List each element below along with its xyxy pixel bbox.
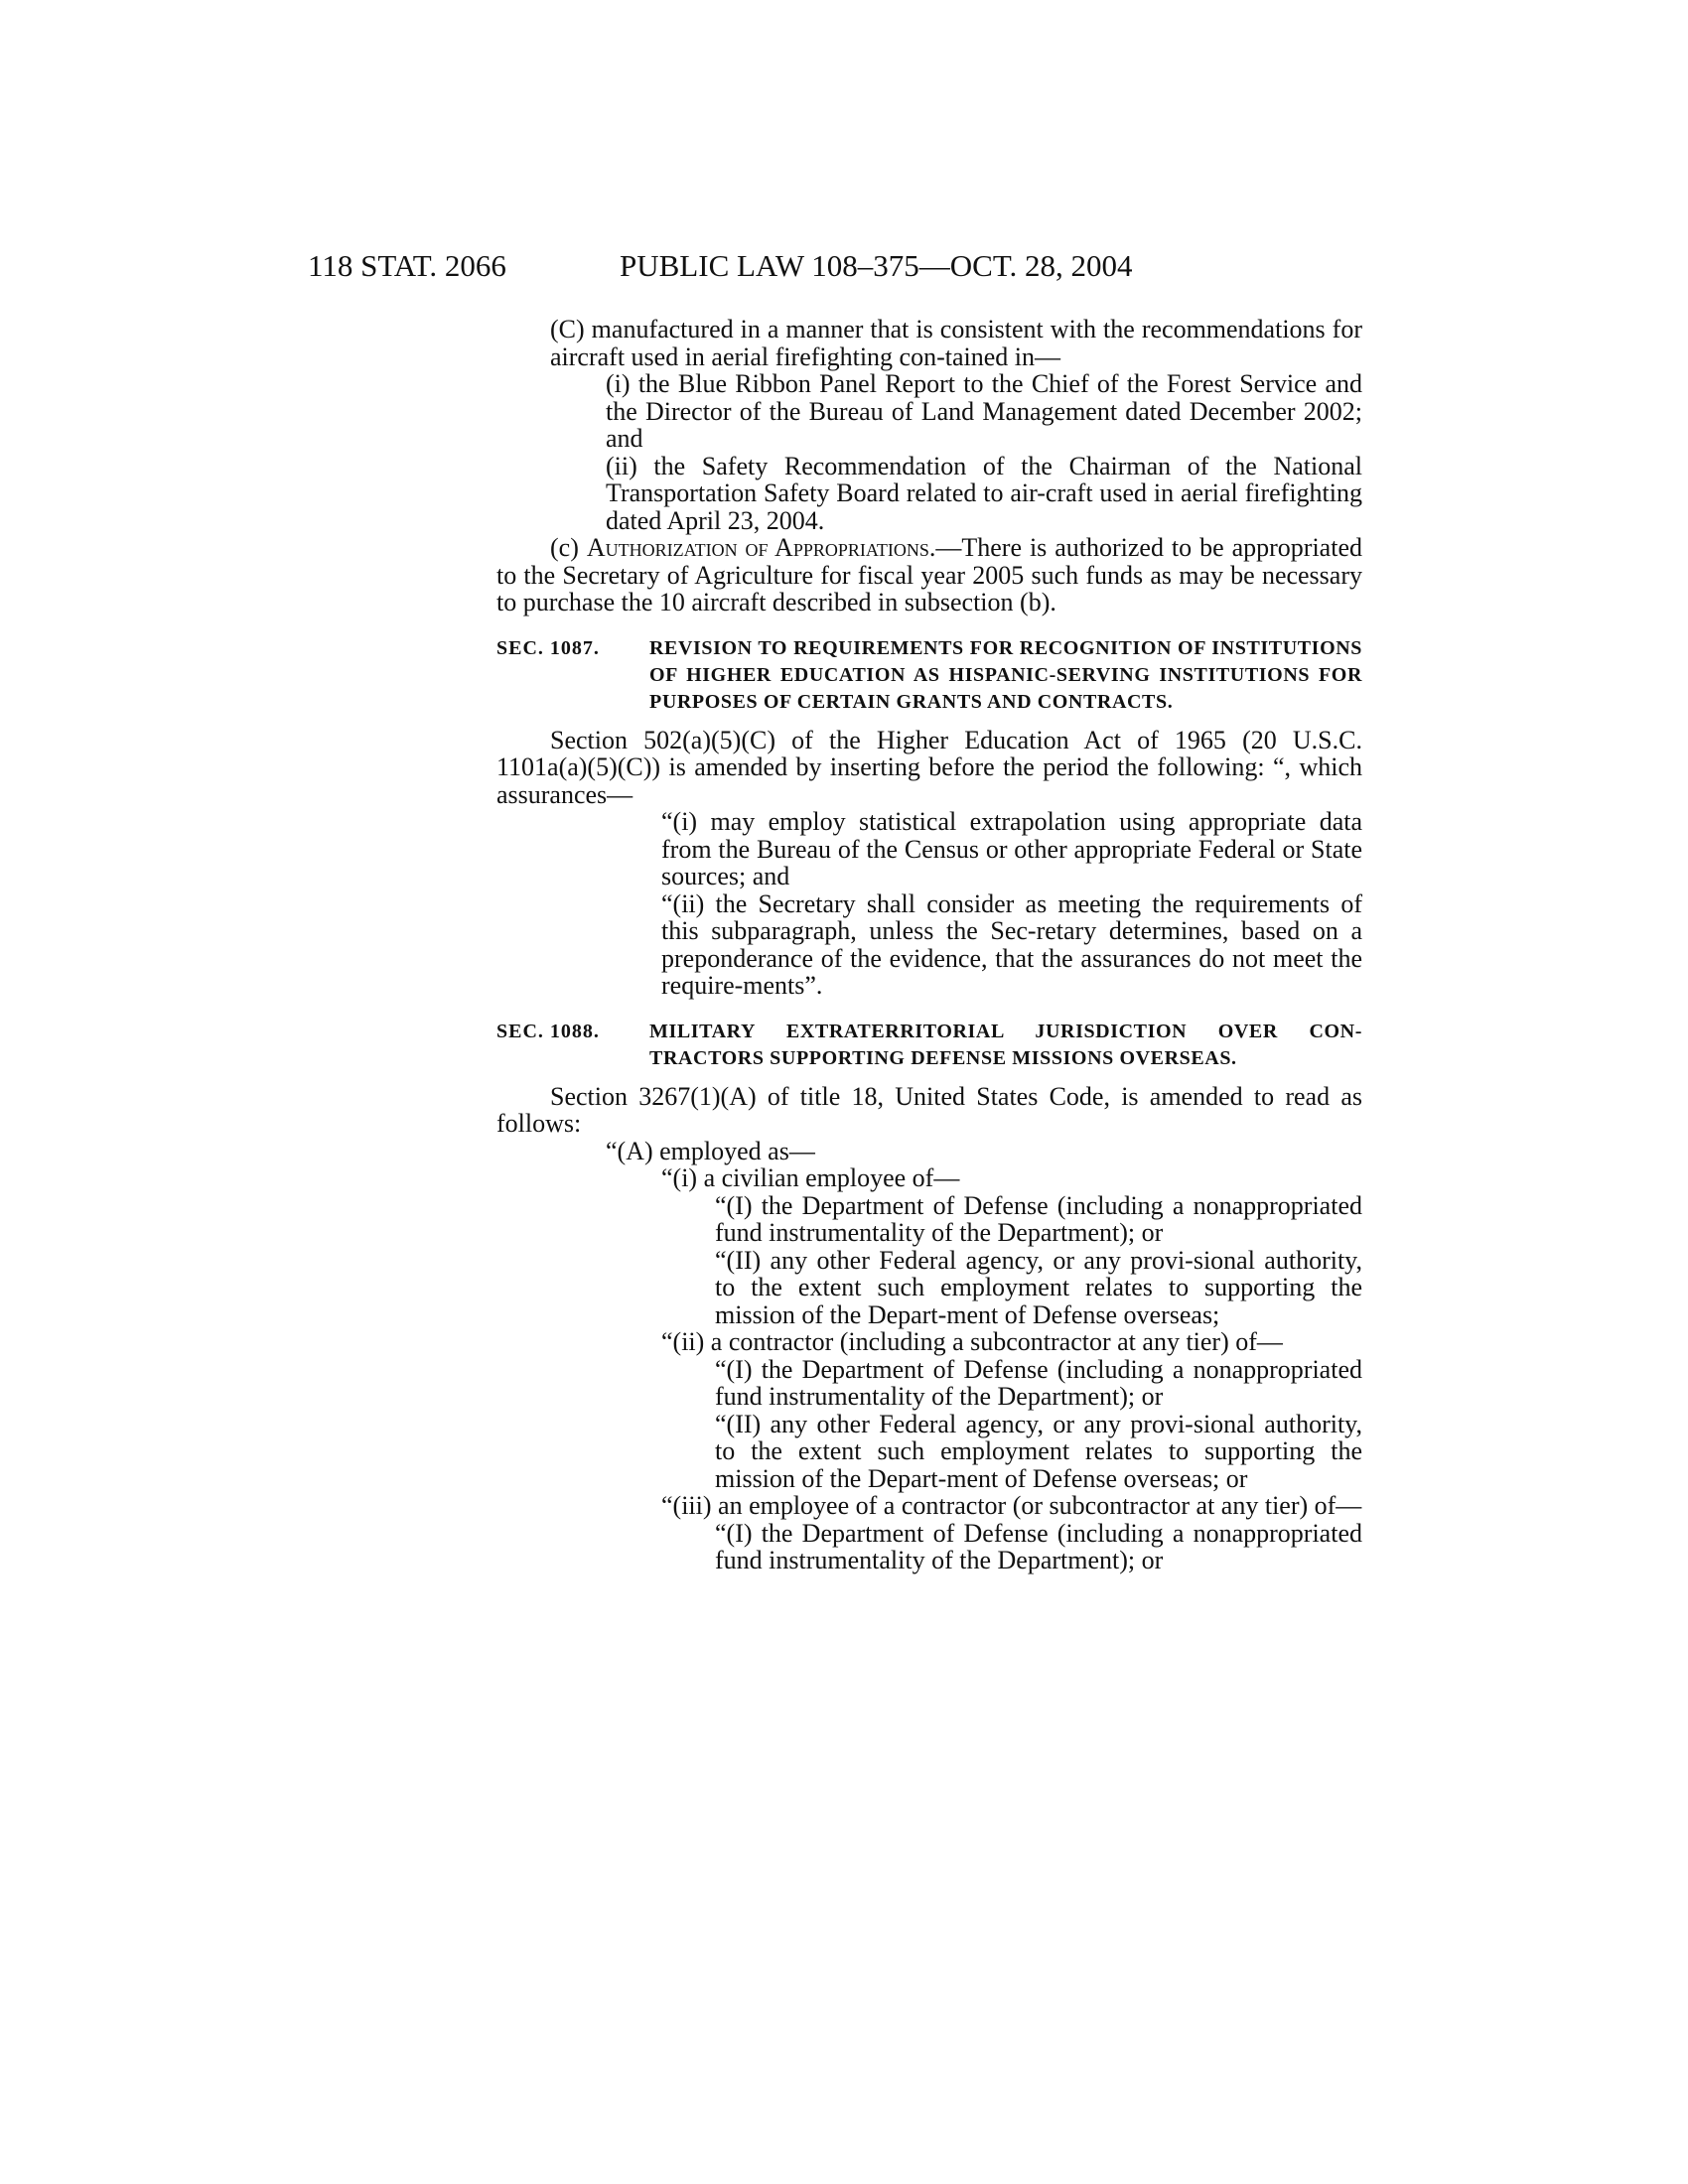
clause-ii-safety-recommendation: (ii) the Safety Recommendation of the Chairman of the National Transportation Safety Board related to air-craft used in aerial firefighting dated April 23, 2004.	[606, 451, 1362, 535]
subsection-c-prefix: (c)	[550, 533, 587, 562]
section-1087-clause-i: “(i) may employ statistical extrapolation using appropriate data from the Bureau of the Census or other appropriate Federal or State sources; and	[661, 807, 1362, 890]
clause-i-blue-ribbon: (i) the Blue Ribbon Panel Report to the Chief of the Forest Service and the Director of the Bureau of Land Management dated December 2002; and	[606, 369, 1362, 453]
section-1088-text: Section 3267(1)(A) of title 18, United States Code, is amended to read as follows:	[496, 1081, 1362, 1138]
subsection-c-authorization	[496, 534, 1362, 616]
subclause-ii-other-federal-agency: “(II) any other Federal agency, or any provi-sional authority, to the extent such employment relates to supporting the mission of the Depart-ment of Defense overseas;	[715, 1245, 1362, 1329]
subsection-c-caption: Authorization of Appropriations	[586, 533, 929, 562]
public-law-title: PUBLIC LAW 108–375—OCT. 28, 2004	[620, 248, 1133, 283]
subclause-i-department-of-defense-2: “(I) the Department of Defense (including a nonappropriated fund instrumentality of the Department); or	[715, 1354, 1362, 1411]
statute-citation: 118 STAT. 2066	[308, 248, 506, 283]
subclause-i-department-of-defense-3: “(I) the Department of Defense (including a nonappropriated fund instrumentality of the Department); or	[715, 1518, 1362, 1574]
paragraph-c-manufactured: (C) manufactured in a manner that is consistent with the recommendations for aircraft used in aerial firefighting con-tained in—	[550, 315, 1362, 371]
subclause-i-department-of-defense: “(I) the Department of Defense (including a nonappropriated fund instrumentality of the Department); or	[715, 1190, 1362, 1247]
section-1087-heading	[496, 635, 1362, 716]
clause-ii-contractor: “(ii) a contractor (including a subcontractor at any tier) of—	[661, 1327, 1283, 1356]
statute-text	[496, 316, 1362, 1574]
section-1087-clause-ii: “(ii) the Secretary shall consider as meeting the requirements of this subparagraph, unless the Sec-retary determines, based on a preponderance of the evidence, that the assurances do not meet the require-ments”.	[661, 888, 1362, 1000]
clause-iii-employee-of-contractor: “(iii) an employee of a contractor (or subcontractor at any tier) of—	[661, 1491, 1362, 1520]
section-1088-number: SEC. 1088.	[496, 1020, 600, 1042]
section-1088-title: MILITARY EXTRATERRITORIAL JURISDICTION OVER CON-TRACTORS SUPPORTING DEFENSE MISSIONS OVERSEAS.	[649, 1020, 1362, 1069]
subparagraph-a-employed: “(A) employed as—	[606, 1136, 815, 1165]
page-header	[0, 246, 1688, 286]
subclause-ii-other-federal-agency-2: “(II) any other Federal agency, or any provi-sional authority, to the extent such employment relates to supporting the mission of the Depart-ment of Defense overseas; or	[715, 1409, 1362, 1493]
clause-i-civilian-employee: “(i) a civilian employee of—	[661, 1163, 960, 1192]
section-1087-title: REVISION TO REQUIREMENTS FOR RECOGNITION OF INSTITUTIONS OF HIGHER EDUCATION AS HISPANIC-SERVING INSTITUTIONS FOR PURPOSES OF CERTAIN GRANTS AND CONTRACTS.	[649, 636, 1362, 713]
section-1087-text: Section 502(a)(5)(C) of the Higher Education Act of 1965 (20 U.S.C. 1101a(a)(5)(C)) is amended by inserting before the period the following: “, which assurances—	[496, 725, 1362, 809]
subsection-c-text: .—There is authorized to be appropriated to the Secretary of Agriculture for fiscal year 2005 such funds as may be necessary to purchase the 10 aircraft described in subsection (b).	[496, 533, 1362, 616]
section-1087-number: SEC. 1087.	[496, 636, 600, 659]
section-1088-heading	[496, 1019, 1362, 1072]
